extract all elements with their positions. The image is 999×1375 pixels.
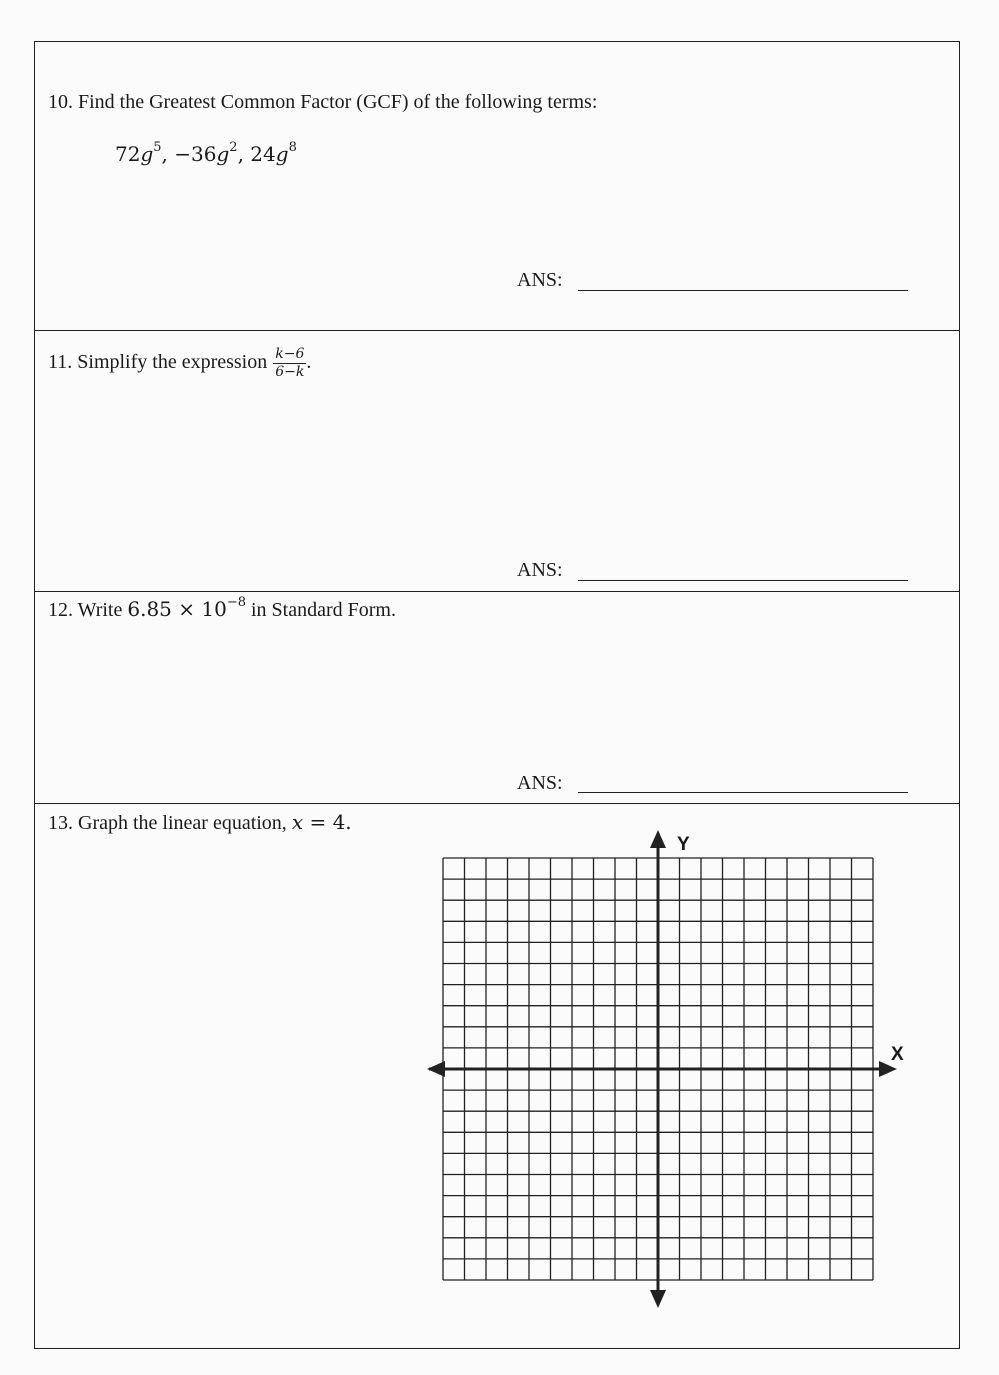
question-12: [35, 592, 959, 804]
grid-svg[interactable]: [427, 828, 907, 1318]
gcf-terms: $72g^5$, $-36g^2$, $24g^8$: [115, 140, 297, 166]
answer-label: ANS:: [517, 269, 563, 291]
coordinate-grid[interactable]: [427, 828, 907, 1318]
arrow-left-icon: [427, 1061, 445, 1077]
question-11-text: 11. Simplify the expression $\frac{k-6}{6-k}$ .: [48, 346, 312, 380]
arrow-up-icon: [650, 830, 666, 848]
question-13-text: 13. Graph the linear equation, x = 4.: [48, 810, 352, 834]
answer-line[interactable]: [578, 557, 908, 581]
question-13: [35, 804, 959, 1348]
question-12-text: 12. Write $6.85 \times 10^{-8}$ in Standard Form.: [48, 595, 396, 621]
worksheet: [34, 41, 960, 1349]
y-axis-label: Y: [677, 834, 690, 855]
answer-label: ANS:: [517, 559, 563, 581]
answer-line[interactable]: [578, 268, 908, 291]
fraction: $\frac{k-6}{6-k}$: [275, 346, 305, 380]
answer-line[interactable]: [578, 770, 908, 793]
question-10: [35, 42, 959, 331]
arrow-down-icon: [650, 1290, 666, 1308]
question-11: [35, 331, 959, 592]
x-axis-label: X: [891, 1044, 904, 1065]
question-10-text: 10. Find the Greatest Common Factor (GCF) of the following terms:: [48, 91, 598, 113]
answer-label: ANS:: [517, 772, 563, 794]
